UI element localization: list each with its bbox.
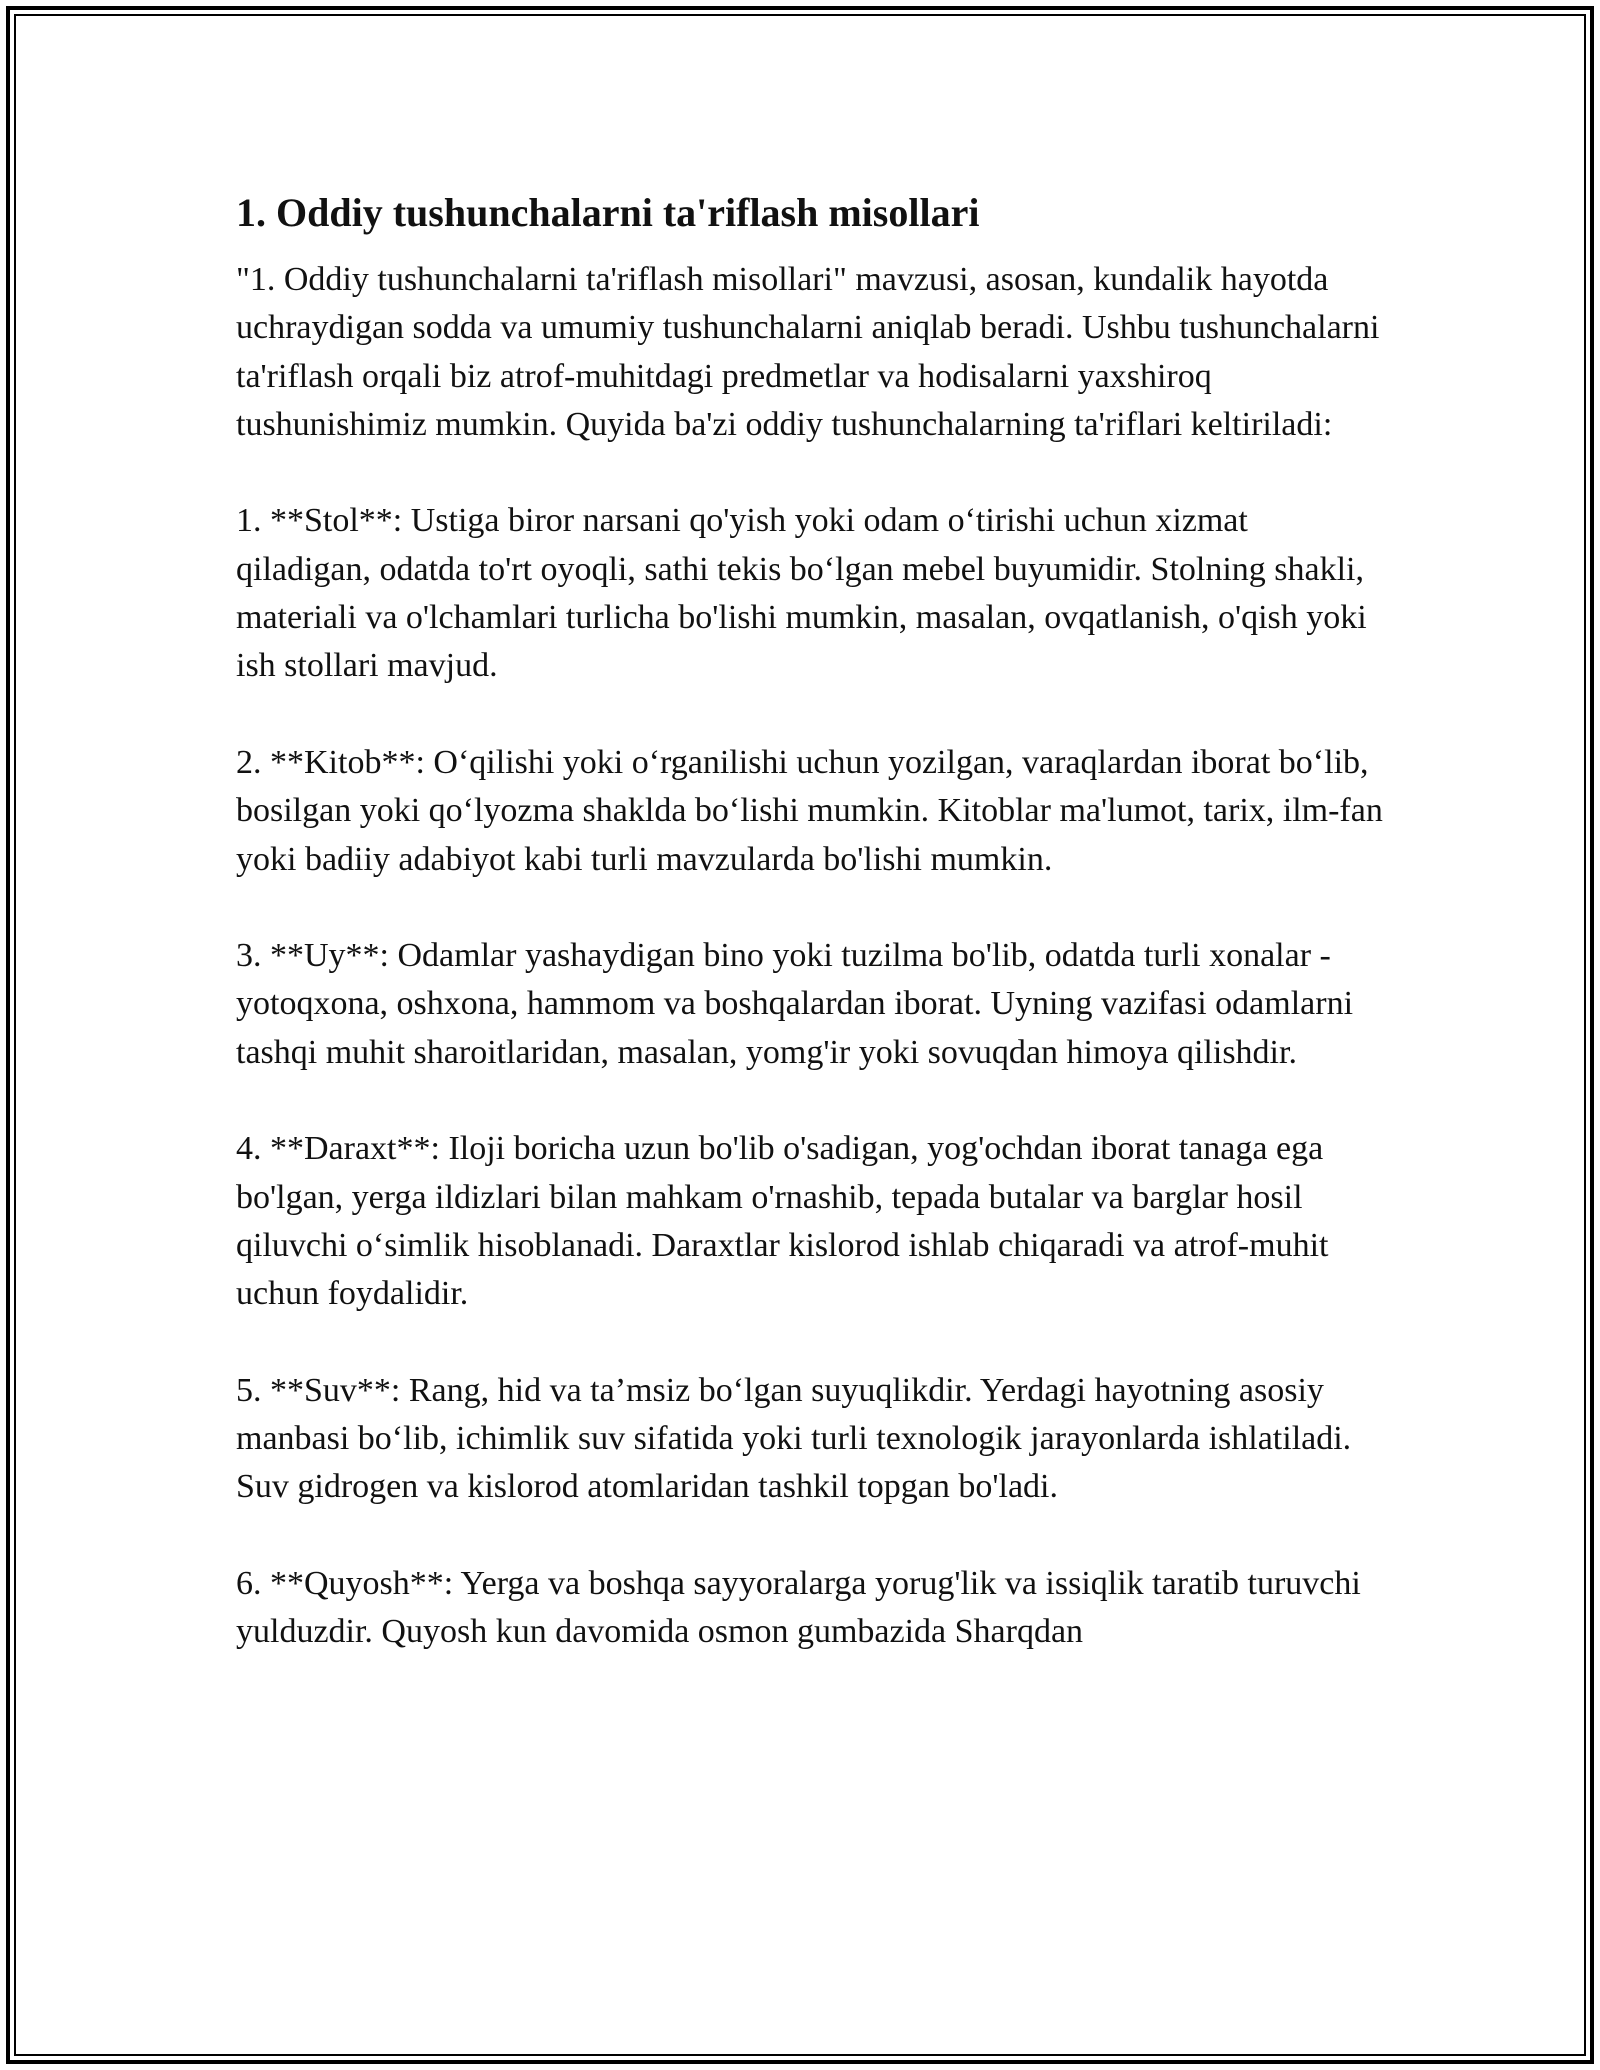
definition-item-uy: 3. **Uy**: Odamlar yashaydigan bino yoki tuzilma bo'lib, odatda turli xonalar - yotoqxona, oshxona, hammom va boshqalardan iborat. Uyning vazifasi odamlarni tashqi muhit sharoitlaridan, masalan, yomg'ir yoki sovuqdan himoya qilishdir. <box>236 937 1354 1071</box>
definition-item-quyosh: 6. **Quyosh**: Yerga va boshqa sayyoralarga yorug'lik va issiqlik taratib turuvchi yulduzdir. Quyosh kun davomida osmon gumbazida Sharqdan <box>236 1565 1361 1651</box>
definition-item-kitob: 2. **Kitob**: O‘qilishi yoki o‘rganilishi uchun yozilgan, varaqlardan iborat bo‘lib, bosilgan yoki qo‘lyozma shaklda bo‘lishi mumkin. Kitoblar ma'lumot, tarix, ilm-fan yoki badiiy adabiyot kabi turli mavzularda bo'lishi mumkin. <box>236 743 1383 878</box>
definition-item-daraxt: 4. **Daraxt**: Iloji boricha uzun bo'lib o'sadigan, yog'ochdan iborat tanaga ega bo'lgan, yerga ildizlari bilan mahkam o'rnashib, tepada butalar va barglar hosil qiluvchi o‘simlik hisoblanadi. Daraxtlar kislorod ishlab chiqaradi va atrof-muhit uchun foydalidir. <box>236 1130 1329 1313</box>
definition-list <box>236 497 1386 1656</box>
document-page <box>236 186 1386 1657</box>
definition-item-suv: 5. **Suv**: Rang, hid va ta’msiz bo‘lgan suyuqlikdir. Yerdagi hayotning asosiy manbasi bo‘lib, ichimlik suv sifatida yoki turli texnologik jarayonlarda ishlatiladi. Suv gidrogen va kislorod atomlaridan tashkil topgan bo'ladi. <box>236 1371 1352 1506</box>
intro-paragraph: "1. Oddiy tushunchalarni ta'riflash misollari" mavzusi, asosan, kundalik hayotda uchraydigan sodda va umumiy tushunchalarni aniqlab beradi. Ushbu tushunchalarni ta'riflash orqali biz atrof-muhitdagi predmetlar va hodisalarni yaxshiroq tushunishimiz mumkin. Quyida ba'zi oddiy tushunchalarning ta'riflari keltiriladi: <box>236 261 1380 443</box>
document-title: 1. Oddiy tushunchalarni ta'riflash misollari <box>236 190 980 235</box>
definition-item-stol: 1. **Stol**: Ustiga biror narsani qo'yish yoki odam o‘tirishi uchun xizmat qiladigan, odatda to'rt oyoqli, sathi tekis bo‘lgan mebel buyumidir. Stolning shakli, materiali va o'lchamlari turlicha bo'lishi mumkin, masalan, ovqatlanish, o'qish yoki ish stollari mavjud. <box>236 502 1367 685</box>
